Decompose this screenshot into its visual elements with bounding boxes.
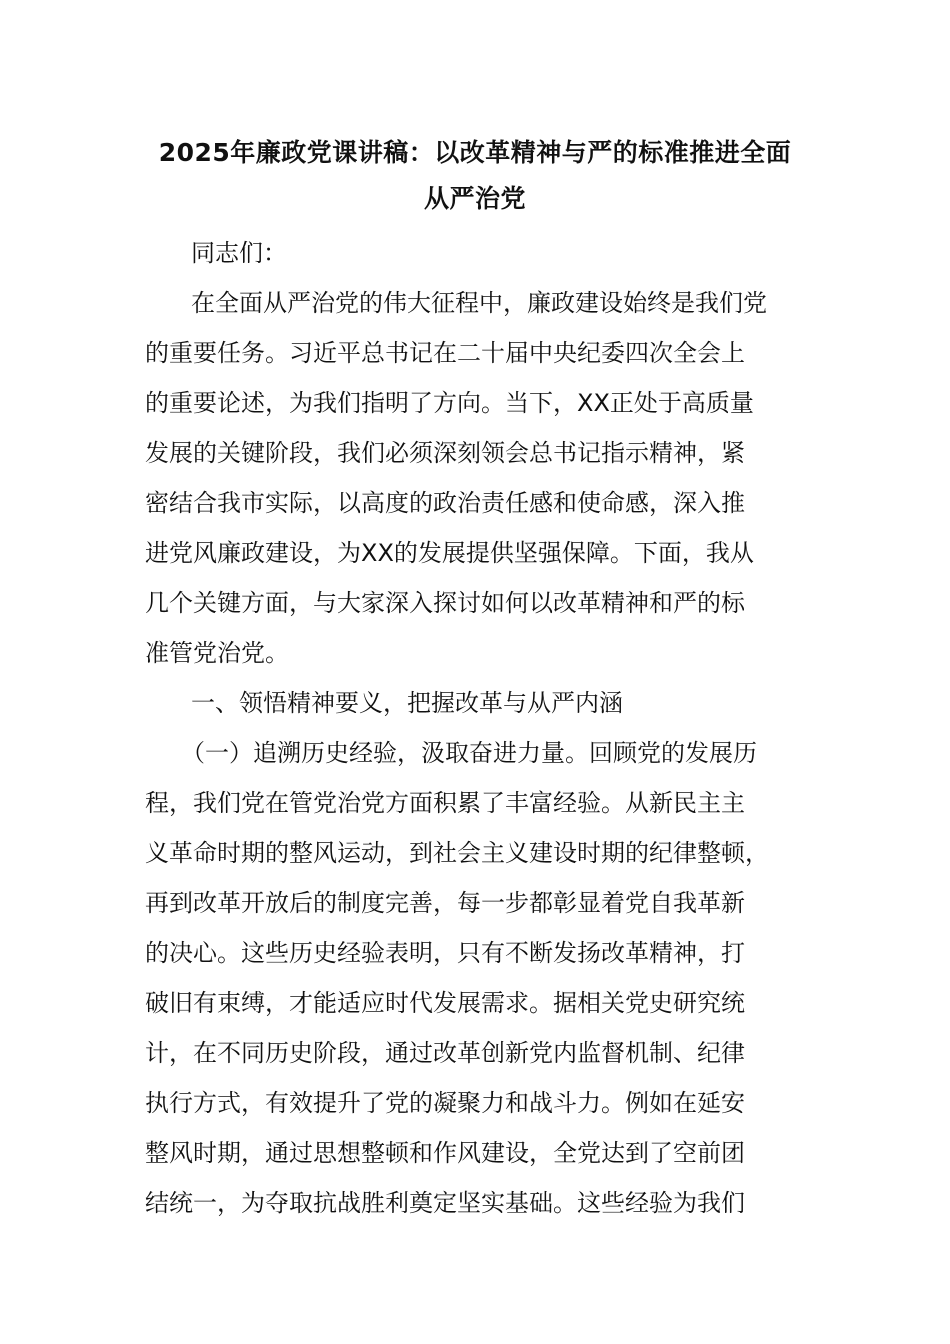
paragraph-2-line-6: 破旧有束缚，才能适应时代发展需求。据相关党史研究统	[145, 989, 745, 1017]
document-body	[145, 228, 810, 1228]
paragraph-2-line-2: 程，我们党在管党治党方面积累了丰富经验。从新民主主	[145, 789, 745, 817]
paragraph-1-line-4: 发展的关键阶段，我们必须深刻领会总书记指示精神，紧	[145, 439, 745, 467]
document-title	[145, 130, 805, 222]
paragraph-2-line-10: 结统一，为夺取抗战胜利奠定坚实基础。这些经验为我们	[145, 1189, 745, 1217]
paragraph-2-line-5: 的决心。这些历史经验表明，只有不断发扬改革精神，打	[145, 939, 745, 967]
paragraph-2-line-3: 义革命时期的整风运动，到社会主义建设时期的纪律整顿，	[145, 839, 769, 867]
section-heading-1: 一、领悟精神要义，把握改革与从严内涵	[191, 689, 623, 717]
paragraph-1-line-3: 的重要论述，为我们指明了方向。当下，XX正处于高质量	[145, 389, 754, 417]
paragraph-1-line-5: 密结合我市实际，以高度的政治责任感和使命感，深入推	[145, 489, 745, 517]
title-line-2: 从严治党	[423, 184, 526, 213]
paragraph-2-line-1: （一）追溯历史经验，汲取奋进力量。回顾党的发展历	[181, 739, 757, 767]
paragraph-1-line-8: 准管党治党。	[145, 639, 289, 667]
salutation: 同志们：	[191, 239, 287, 267]
paragraph-1-line-2: 的重要任务。习近平总书记在二十届中央纪委四次全会上	[145, 339, 745, 367]
title-line-1: 2025年廉政党课讲稿：以改革精神与严的标准推进全面	[158, 138, 792, 167]
paragraph-1-line-6: 进党风廉政建设，为XX的发展提供坚强保障。下面，我从	[145, 539, 754, 567]
paragraph-2-line-8: 执行方式，有效提升了党的凝聚力和战斗力。例如在延安	[145, 1089, 745, 1117]
paragraph-2-line-4: 再到改革开放后的制度完善，每一步都彰显着党自我革新	[145, 889, 745, 917]
paragraph-2-line-9: 整风时期，通过思想整顿和作风建设，全党达到了空前团	[145, 1139, 745, 1167]
paragraph-1-line-1: 在全面从严治党的伟大征程中，廉政建设始终是我们党	[191, 289, 767, 317]
paragraph-1-line-7: 几个关键方面，与大家深入探讨如何以改革精神和严的标	[145, 589, 745, 617]
paragraph-2-line-7: 计，在不同历史阶段，通过改革创新党内监督机制、纪律	[145, 1039, 745, 1067]
